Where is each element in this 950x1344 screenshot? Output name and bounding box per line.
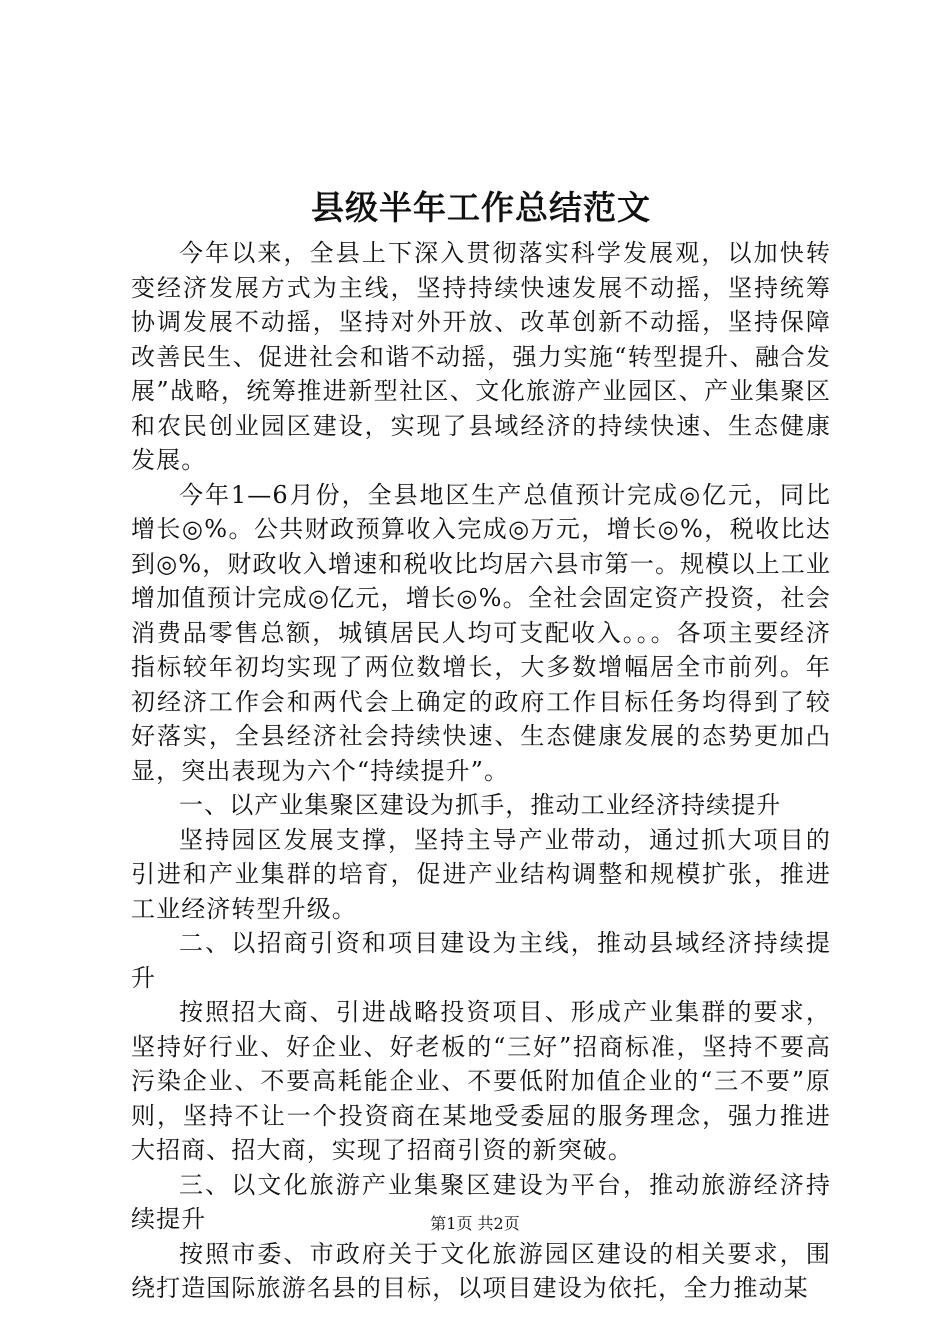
paragraph-section-3: 按照市委、市政府关于文化旅游园区建设的相关要求，围绕打造国际旅游名县的目标，以项目建设为依托，全力推动某 <box>131 1239 831 1302</box>
section-heading-2: 二、以招商引资和项目建设为主线，推动县域经济持续提升 <box>131 929 831 992</box>
paragraph-intro: 今年以来，全县上下深入贯彻落实科学发展观，以加快转变经济发展方式为主线，坚持持续快速发展不动摇，坚持统筹协调发展不动摇，坚持对外开放、改革创新不动摇，坚持保障改善民生、促进社会和谐不动摇，强力实施“转型提升、融合发展”战略，统筹推进新型社区、文化旅游产业园区、产业集聚区和农民创业园区建设，实现了县域经济的持续快速、生态健康发展。 <box>131 239 831 474</box>
document-title: 县级半年工作总结范文 <box>311 188 651 227</box>
paragraph-section-1: 坚持园区发展支撑，坚持主导产业带动，通过抓大项目的引进和产业集群的培育，促进产业结构调整和规模扩张，推进工业经济转型升级。 <box>131 825 831 923</box>
section-heading-1: 一、以产业集聚区建设为抓手，推动工业经济持续提升 <box>179 791 782 819</box>
document-page <box>131 180 831 1306</box>
page-footer: 第1页 共2页 <box>430 1214 520 1233</box>
paragraph-statistics: 今年1—6月份，全县地区生产总值预计完成◎亿元，同比增长◎%。公共财政预算收入完成◎万元，增长◎%，税收比达到◎%，财政收入增速和税收比均居六县市第一。规模以上工业增加值预计完成◎亿元，增长◎%。全社会固定资产投资，社会消费品零售总额，城镇居民人均可支配收入。。。各项主要经济指标较年初均实现了两位数增长，大多数增幅居全市前列。年初经济工作会和两代会上确定的政府工作目标任务均得到了较好落实，全县经济社会持续快速、生态健康发展的态势更加凸显，突出表现为六个“持续提升”。 <box>131 480 831 785</box>
paragraph-section-2: 按照招大商、引进战略投资项目、形成产业集群的要求，坚持好行业、好企业、好老板的“三好”招商标准，坚持不要高污染企业、不要高耗能企业、不要低附加值企业的“三不要”原则，坚持不让一个投资商在某地受委屈的服务理念，强力推进大招商、招大商，实现了招商引资的新突破。 <box>131 998 831 1164</box>
section-heading-3: 三、以文化旅游产业集聚区建设为平台，推动旅游经济持续提升 <box>131 1170 831 1233</box>
